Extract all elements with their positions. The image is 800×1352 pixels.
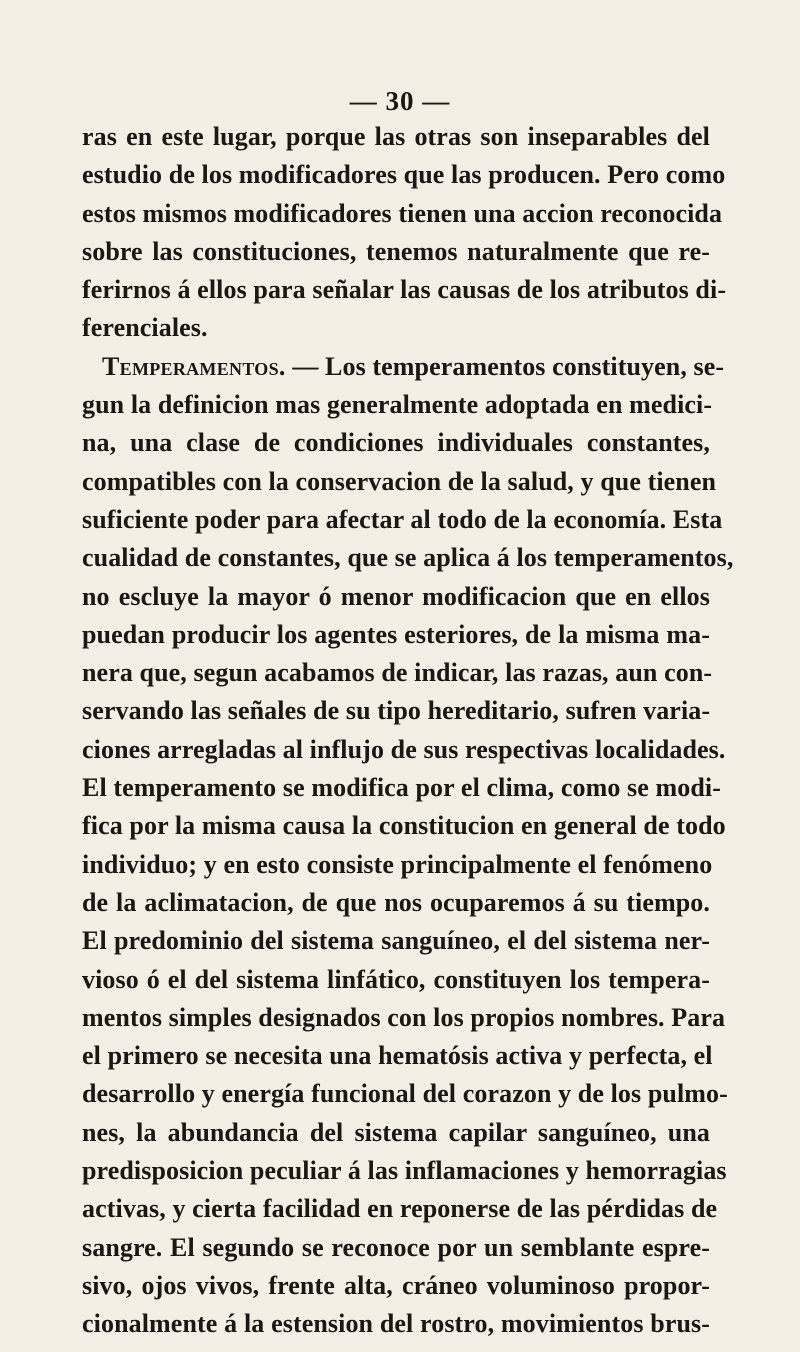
text-line: estudio de los modificadores que las producen. Pero como <box>82 160 726 190</box>
section-first-line-text: — Los temperamentos constituyen, se- <box>285 351 725 381</box>
page-number: — 30 — <box>349 86 451 116</box>
text-line: sobre las constituciones, tenemos naturalmente que re- <box>82 236 710 266</box>
text-line: gun la definicion mas generalmente adoptada en medici- <box>82 390 713 420</box>
text-line: sangre. El segundo se reconoce por un semblante espre- <box>82 1232 710 1262</box>
text-line: no escluye la mayor ó menor modificacion que en ellos <box>82 581 710 611</box>
section-heading: Temperamentos. <box>102 351 286 381</box>
text-line: cualidad de constantes, que se aplica á los temperamentos, <box>82 543 734 573</box>
text-line: compatibles con la conservacion de la salud, y que tienen <box>82 466 717 496</box>
text-line: na, una clase de condiciones individuales constantes, <box>82 428 710 458</box>
text-line: nera que, segun acabamos de indicar, las razas, aun con- <box>82 658 713 688</box>
text-line: individuo; y en esto consiste principalmente el fenómeno <box>82 849 713 879</box>
text-line: predisposicion peculiar á las inflamaciones y hemorragias <box>82 1156 727 1186</box>
text-line: desarrollo y energía funcional del corazon y de los pulmo- <box>82 1079 728 1109</box>
text-line: suficiente poder para afectar al todo de la economía. Esta <box>82 504 723 534</box>
text-line: de la aclimatacion, de que nos ocuparemos á su tiempo. <box>82 887 710 917</box>
body-text <box>82 118 734 1344</box>
text-line: fica por la misma causa la constitucion en general de todo <box>82 811 726 841</box>
text-line: ciones arregladas al influjo de sus respectivas localidades. <box>82 734 726 764</box>
section-first-line <box>82 348 725 386</box>
text-line: El temperamento se modifica por el clima, como se modi- <box>82 773 721 803</box>
text-line: sivo, ojos vivos, frente alta, cráneo voluminoso propor- <box>82 1270 710 1300</box>
text-line: puedan producir los agentes esteriores, de la misma ma- <box>82 619 710 649</box>
text-line: servando las señales de su tipo hereditario, sufren varia- <box>82 696 711 726</box>
text-line: vioso ó el del sistema linfático, constituyen los tempera- <box>82 964 710 994</box>
text-line: El predominio del sistema sanguíneo, el del sistema ner- <box>82 926 710 956</box>
text-line: mentos simples designados con los propios nombres. Para <box>82 1002 726 1032</box>
text-line: el primero se necesita una hematósis activa y perfecta, el <box>82 1041 713 1071</box>
text-line: ras en este lugar, porque las otras son inseparables del <box>82 122 710 151</box>
text-line: estos mismos modificadores tienen una accion reconocida <box>82 198 723 228</box>
text-line: ferirnos á ellos para señalar las causas de los atributos di- <box>82 275 727 305</box>
text-line: cionalmente á la estension del rostro, movimientos brus- <box>82 1309 710 1339</box>
text-line: nes, la abundancia del sistema capilar sanguíneo, una <box>82 1117 710 1147</box>
text-line: activas, y cierta facilidad en reponerse de las pérdidas de <box>82 1194 718 1224</box>
text-line: ferenciales. <box>82 313 208 343</box>
